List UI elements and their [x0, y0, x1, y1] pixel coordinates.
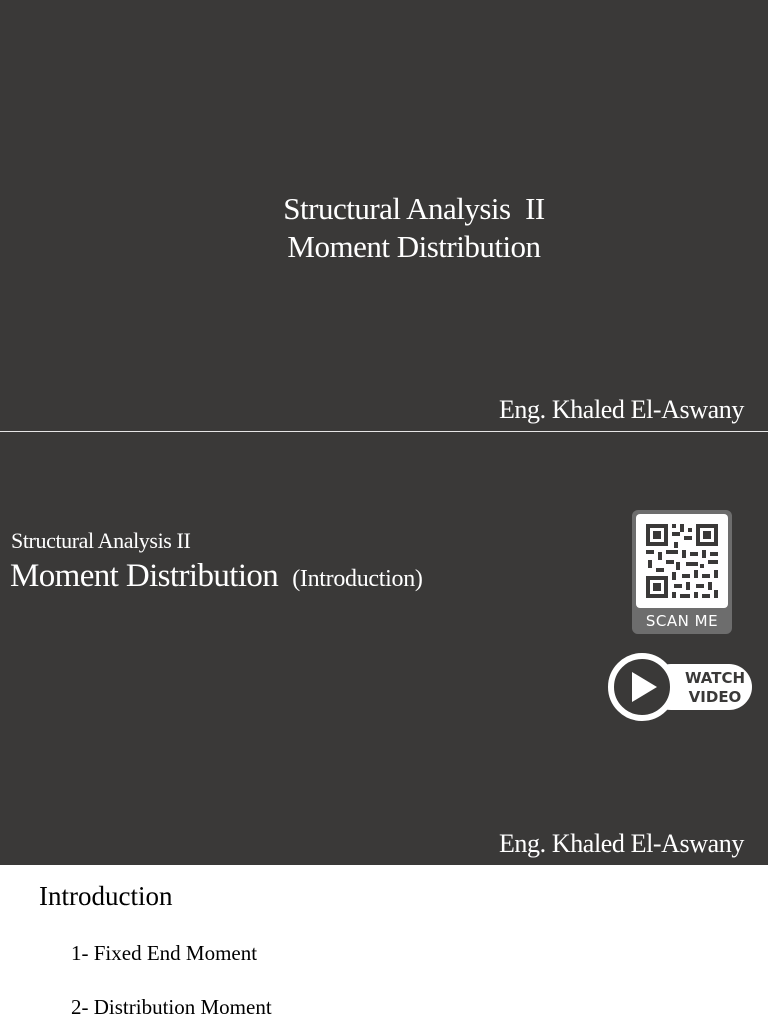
author-name: Eng. Khaled El-Aswany: [498, 395, 744, 424]
heading-main: Moment Distribution: [10, 558, 279, 594]
course-subtitle: Structural Analysis II: [11, 528, 191, 553]
watch-label: WATCH: [684, 669, 746, 687]
video-label: VIDEO: [688, 688, 742, 706]
intro-title: Introduction: [39, 881, 173, 911]
intro-slide: [0, 432, 768, 865]
list-item: 1- Fixed End Moment: [71, 941, 258, 965]
slide-title: [0, 190, 768, 266]
watch-video-button[interactable]: [608, 652, 756, 722]
intro-section: [0, 865, 768, 1024]
slide-heading: [10, 558, 423, 595]
heading-suffix: (Introduction): [292, 566, 423, 592]
title-slide: [0, 0, 768, 432]
author-name-2: Eng. Khaled El-Aswany: [498, 829, 744, 858]
qr-scan-badge[interactable]: [632, 510, 732, 634]
scan-me-label: SCAN ME: [645, 612, 719, 630]
title-line-1: Structural Analysis II: [283, 191, 545, 226]
title-line-2: Moment Distribution: [287, 229, 541, 264]
qr-code-icon: [636, 514, 728, 608]
list-item: 2- Distribution Moment: [71, 995, 272, 1019]
